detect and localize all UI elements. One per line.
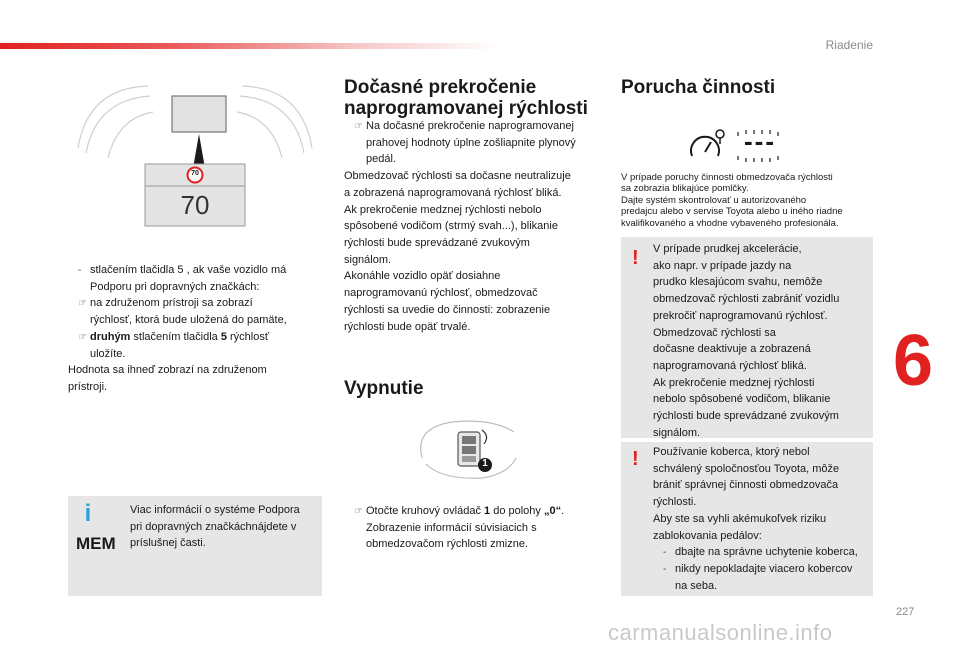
warning-line: obmedzovač rýchlosti zabrániť vozidlu — [653, 293, 840, 306]
list-item: - nikdy nepokladajte viacero kobercov — [663, 563, 853, 576]
body-line: rýchlosti sa uvedie do činnosti: zobrazenie — [344, 303, 551, 316]
body-line: rýchlosti bude opäť trvalé. — [344, 320, 471, 333]
warning-line: rýchlosti bude sprevádzané zvukovým — [653, 410, 839, 423]
section-title: Riadenie — [825, 38, 873, 52]
list-item-continuation: uložíte. — [90, 347, 126, 360]
header-accent-bar — [0, 43, 500, 49]
left-text — [68, 262, 328, 396]
paragraph-line: Hodnota sa ihneď zobrazí na združenom — [68, 364, 267, 377]
section-title-porucha: Porucha činnosti — [621, 77, 776, 98]
warning-line: prudko klesajúcom svahu, nemôže — [653, 276, 823, 289]
fault-text — [621, 172, 891, 229]
dial-number-callout: 1 — [482, 458, 488, 469]
footer-watermark: carmanualsonline.info — [608, 620, 833, 645]
body-line: signálom. — [344, 253, 392, 266]
paragraph-line: prístroji. — [68, 381, 108, 394]
list-item: - stlačením tlačidla 5 , ak vaše vozidlo má — [78, 264, 287, 276]
info-box — [68, 496, 322, 596]
warning-line: nebolo spôsobené vodičom, blikanie — [653, 393, 831, 406]
mem-label: MEM — [76, 534, 116, 553]
switch-instructions — [344, 503, 609, 553]
page-number: 227 — [896, 606, 915, 618]
warning-line: Používanie koberca, ktorý nebol — [653, 446, 810, 458]
body-line: Ak prekročenie medznej rýchlosti nebolo — [344, 203, 542, 216]
info-line: Viac informácií o systéme Podpora — [130, 504, 300, 516]
info-line: príslušnej časti. — [130, 537, 206, 550]
warning-line: brániť správnej činnosti obmedzovača — [653, 479, 839, 492]
bullet-continuation: obmedzovačom rýchlosti zmizne. — [366, 538, 529, 551]
warning-icon: ! — [632, 448, 639, 470]
fault-dashes: --- — [744, 126, 776, 156]
list-item: ☞ na združenom prístroji sa zobrazí — [78, 297, 253, 310]
fault-line: sa zobrazia blikajúce pomlčky. — [621, 183, 749, 195]
bullet-continuation: pedál. — [366, 153, 396, 166]
body-line: Akonáhle vozidlo opäť dosiahne — [344, 270, 501, 283]
warning-line: dočasne deaktivuje a zobrazená — [653, 343, 811, 356]
list-item-continuation: rýchlosť, ktorá bude uložená do pamäte, — [90, 314, 287, 327]
body-line: naprogramovanú rýchlosť, obmedzovač — [344, 287, 538, 300]
fault-line: V prípade poruchy činnosti obmedzovača rýchlosti — [621, 172, 833, 183]
list-item-continuation: Podporu pri dopravných značkách: — [90, 280, 260, 293]
list-item-continuation: na seba. — [675, 579, 718, 592]
warning-icon: ! — [632, 247, 639, 269]
bullet-line: ☞ Otočte kruhový ovládač 1 do polohy „0“. — [354, 505, 565, 517]
warning-line: ako napr. v prípade jazdy na — [653, 259, 792, 272]
warning-box-acceleration — [621, 237, 873, 438]
info-icon: i — [84, 500, 92, 527]
bullet-continuation: prahovej hodnoty úplne zošliapnite plynový — [366, 136, 576, 149]
info-text — [130, 502, 320, 552]
bullet-line: ☞ Na dočasné prekročenie naprogramovanej — [354, 120, 574, 132]
speed-sign-value: 70 — [191, 170, 199, 177]
body-line: spôsobené vodičom (strmý svah...), blikanie — [344, 220, 558, 233]
warning-line: V prípade prudkej akcelerácie, — [653, 243, 802, 255]
chapter-number: 6 — [893, 321, 934, 401]
warning-line: prekročiť naprogramovanú rýchlosť. — [653, 309, 828, 322]
stalk-figure — [412, 418, 522, 484]
middle-title — [344, 78, 614, 120]
fault-line: Dajte systém skontrolovať u autorizovaného — [621, 194, 807, 206]
middle-text — [344, 118, 604, 335]
warning-line: Ak prekročenie medznej rýchlosti — [653, 376, 815, 389]
fault-line: kvalifikovaného a vhodne vybaveného profesionála. — [621, 217, 839, 229]
warning-line: naprogramovaná rýchlosť bliká. — [653, 360, 807, 373]
warning-box-floor-mat — [621, 442, 873, 596]
speed-limiter-switch-illustration — [412, 418, 522, 484]
info-line: pri dopravných značkáchnájdete v — [130, 520, 297, 533]
middle-title-line2: naprogramovanej rýchlosti — [344, 97, 588, 119]
warning-line: Aby ste sa vyhli akémukoľvek riziku — [653, 512, 827, 525]
warning-line: signálom. — [653, 426, 701, 439]
middle-title-line1: Dočasné prekročenie — [344, 77, 537, 98]
fault-line: predajcu alebo v servise Toyota alebo u iného riadne — [621, 206, 843, 218]
body-line: Obmedzovač rýchlosti sa dočasne neutralizuje — [344, 170, 571, 183]
list-item: ☞ druhým stlačením tlačidla 5 rýchlosť — [78, 330, 269, 343]
warning-line: Obmedzovač rýchlosti sa — [653, 326, 776, 339]
warning-text — [653, 241, 871, 442]
warning-line: zablokovania pedálov: — [653, 529, 762, 542]
bullet-continuation: Zobrazenie informácií súvisiacich s — [366, 521, 537, 534]
section-title-vypnutie: Vypnutie — [344, 378, 424, 399]
list-item: - dbajte na správne uchytenie koberca, — [663, 546, 858, 559]
cluster-speed-value: 70 — [180, 190, 210, 220]
warning-line: rýchlosti. — [653, 496, 697, 509]
warning-text — [653, 444, 871, 594]
warning-line: schválený spoločnosťou Toyota, môže — [653, 462, 840, 475]
body-line: a zobrazená naprogramovaná rýchlosť bliká. — [344, 186, 562, 199]
body-line: rýchlosti bude sprevádzané zvukovým — [344, 237, 530, 250]
